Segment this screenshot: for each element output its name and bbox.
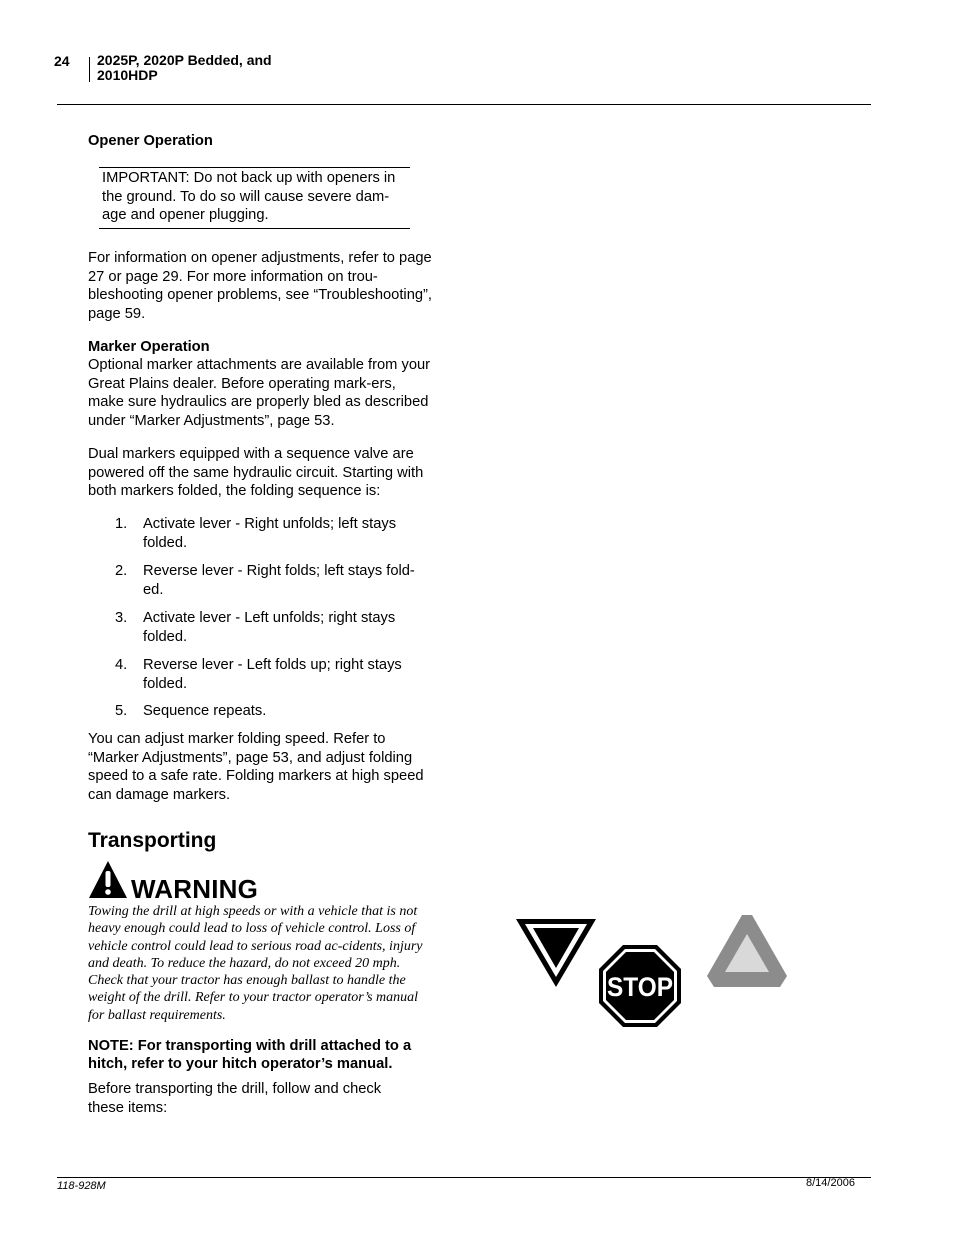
marker-speed: You can adjust marker folding speed. Refer to “Marker Adjustments”, page 53, and adjust folding speed to a safe rate. Folding markers at high speed can damage markers.	[88, 731, 424, 804]
warning-icon	[88, 860, 128, 900]
header-divider	[89, 57, 90, 82]
transporting-heading: Transporting	[88, 829, 217, 852]
list-item-text: Reverse lever - Left folds up; right stays folded.	[143, 657, 402, 692]
list-item-number: 3.	[115, 610, 128, 626]
header-title-line2: 2010HDP	[97, 67, 158, 83]
opener-info: For information on opener adjustments, refer to page 27 or page 29. For more information on trou-bleshooting opener problems, see “Troubleshooting”, page 59.	[88, 250, 433, 323]
document-number: 118-928M	[57, 1180, 106, 1192]
footer-rule	[57, 1177, 871, 1178]
important-text: IMPORTANT: Do not back up with openers in the ground. To do so will cause severe dam-age and opener plugging.	[102, 170, 396, 224]
warning-label: WARNING	[131, 874, 259, 904]
slow-moving-vehicle-icon	[706, 914, 788, 988]
warning-text: Towing the drill at high speeds or with a vehicle that is not heavy enough could lead to loss of vehicle control. Loss of vehicle control could lead to serious road ac-cidents, injury and death. To reduce the hazard, do not exceed 20 mph. Check that your tractor has enough ballast to handle the weight of the drill. Refer to your tractor operator’s manual for ballast requirements.	[88, 904, 423, 1023]
stop-sign-text: STOP	[607, 972, 673, 1002]
transport-note: NOTE: For transporting with drill attached to a hitch, refer to your hitch operator’s manual.	[88, 1038, 412, 1072]
header-title-line1: 2025P, 2020P Bedded, and	[97, 52, 272, 68]
stop-sign-icon	[598, 944, 682, 1028]
before-transport-text: Before transporting the drill, follow and check these items:	[88, 1081, 382, 1116]
marker-heading: Marker Operation	[88, 339, 210, 355]
list-item-number: 1.	[115, 516, 128, 532]
list-item-number: 2.	[115, 563, 128, 579]
opener-heading: Opener Operation	[88, 133, 213, 149]
list-item-number: 4.	[115, 657, 128, 673]
page-number: 24	[54, 53, 70, 69]
header-rule	[57, 104, 871, 105]
list-item-number: 5.	[115, 703, 128, 719]
list-item-text: Sequence repeats.	[143, 703, 267, 719]
marker-intro: Optional marker attachments are available from your Great Plains dealer. Before operating mark-ers, make sure hydraulics are properly bled as described under “Marker Adjustments”, page 53.	[88, 357, 431, 430]
list-item-text: Reverse lever - Right folds; left stays fold-ed.	[143, 563, 415, 598]
header-title	[97, 53, 357, 83]
yield-sign-icon	[514, 917, 598, 989]
important-box	[99, 167, 410, 229]
marker-dual: Dual markers equipped with a sequence valve are powered off the same hydraulic circuit. Starting with both markers folded, the folding sequence is:	[88, 446, 424, 500]
list-item-text: Activate lever - Right unfolds; left stays folded.	[143, 516, 397, 551]
document-date: 8/14/2006	[806, 1177, 855, 1189]
list-item-text: Activate lever - Left unfolds; right stays folded.	[143, 610, 396, 645]
